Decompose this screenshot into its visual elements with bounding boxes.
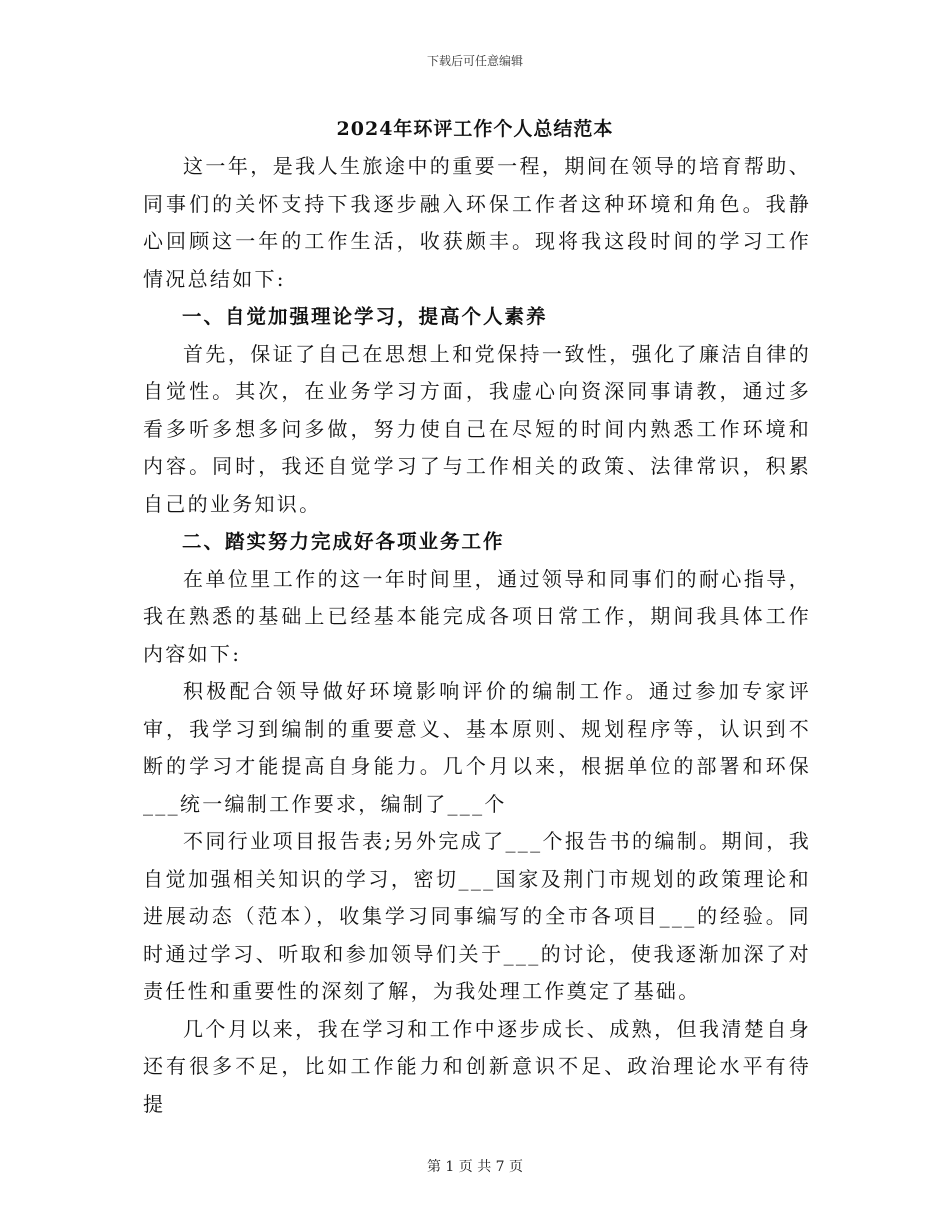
paragraph-intro: 这一年，是我人生旅途中的重要一程，期间在领导的培育帮助、同事们的关怀支持下我逐步融入环保工作者这种环境和角色。我静心回顾这一年的工作生活，收获颇丰。现将我这段时间的学习工作情况总结如下: xyxy=(143,154,811,291)
section-heading-2: 二、踏实努力完成好各项业务工作 xyxy=(182,530,505,553)
document-title: 2024年环评工作个人总结范本 xyxy=(336,118,614,140)
paragraph-reports: 不同行业项目报告表;另外完成了___个报告书的编制。期间，我自觉加强相关知识的学习，密切___国家及荆门市规划的政策理论和进展动态（范本），收集学习同事编写的全市各项目___的经验。同时通过学习、听取和参加领导们关于___的讨论，使我逐渐加深了对责任性和重要性的深刻了解，为我处理工作奠定了基础。 xyxy=(143,829,811,1003)
page-header: 下载后可任意编辑 xyxy=(426,54,523,68)
paragraph-eia-work: 积极配合领导做好环境影响评价的编制工作。通过参加专家评审，我学习到编制的重要意义、基本原则、规划程序等，认识到不断的学习才能提高自身能力。几个月以来，根据单位的部署和环保___统一编制工作要求，编制了___个 xyxy=(143,679,811,816)
document-body xyxy=(143,148,811,1123)
paragraph-shortcomings: 几个月以来，我在学习和工作中逐步成长、成熟，但我清楚自身还有很多不足，比如工作能力和创新意识不足、政治理论水平有待提 xyxy=(143,1016,811,1116)
paragraph-theory-study: 首先，保证了自己在思想上和党保持一致性，强化了廉洁自律的自觉性。其次，在业务学习方面，我虚心向资深同事请教，通过多看多听多想多问多做，努力使自己在尽短的时间内熟悉工作环境和内容。同时，我还自觉学习了与工作相关的政策、法律常识，积累自己的业务知识。 xyxy=(143,341,811,516)
paragraph-work-intro: 在单位里工作的这一年时间里，通过领导和同事们的耐心指导，我在熟悉的基础上已经基本能完成各项日常工作，期间我具体工作内容如下: xyxy=(143,566,811,666)
section-heading-1: 一、自觉加强理论学习，提高个人素养 xyxy=(182,305,548,328)
page-footer: 第 1 页 共 7 页 xyxy=(426,1159,524,1175)
